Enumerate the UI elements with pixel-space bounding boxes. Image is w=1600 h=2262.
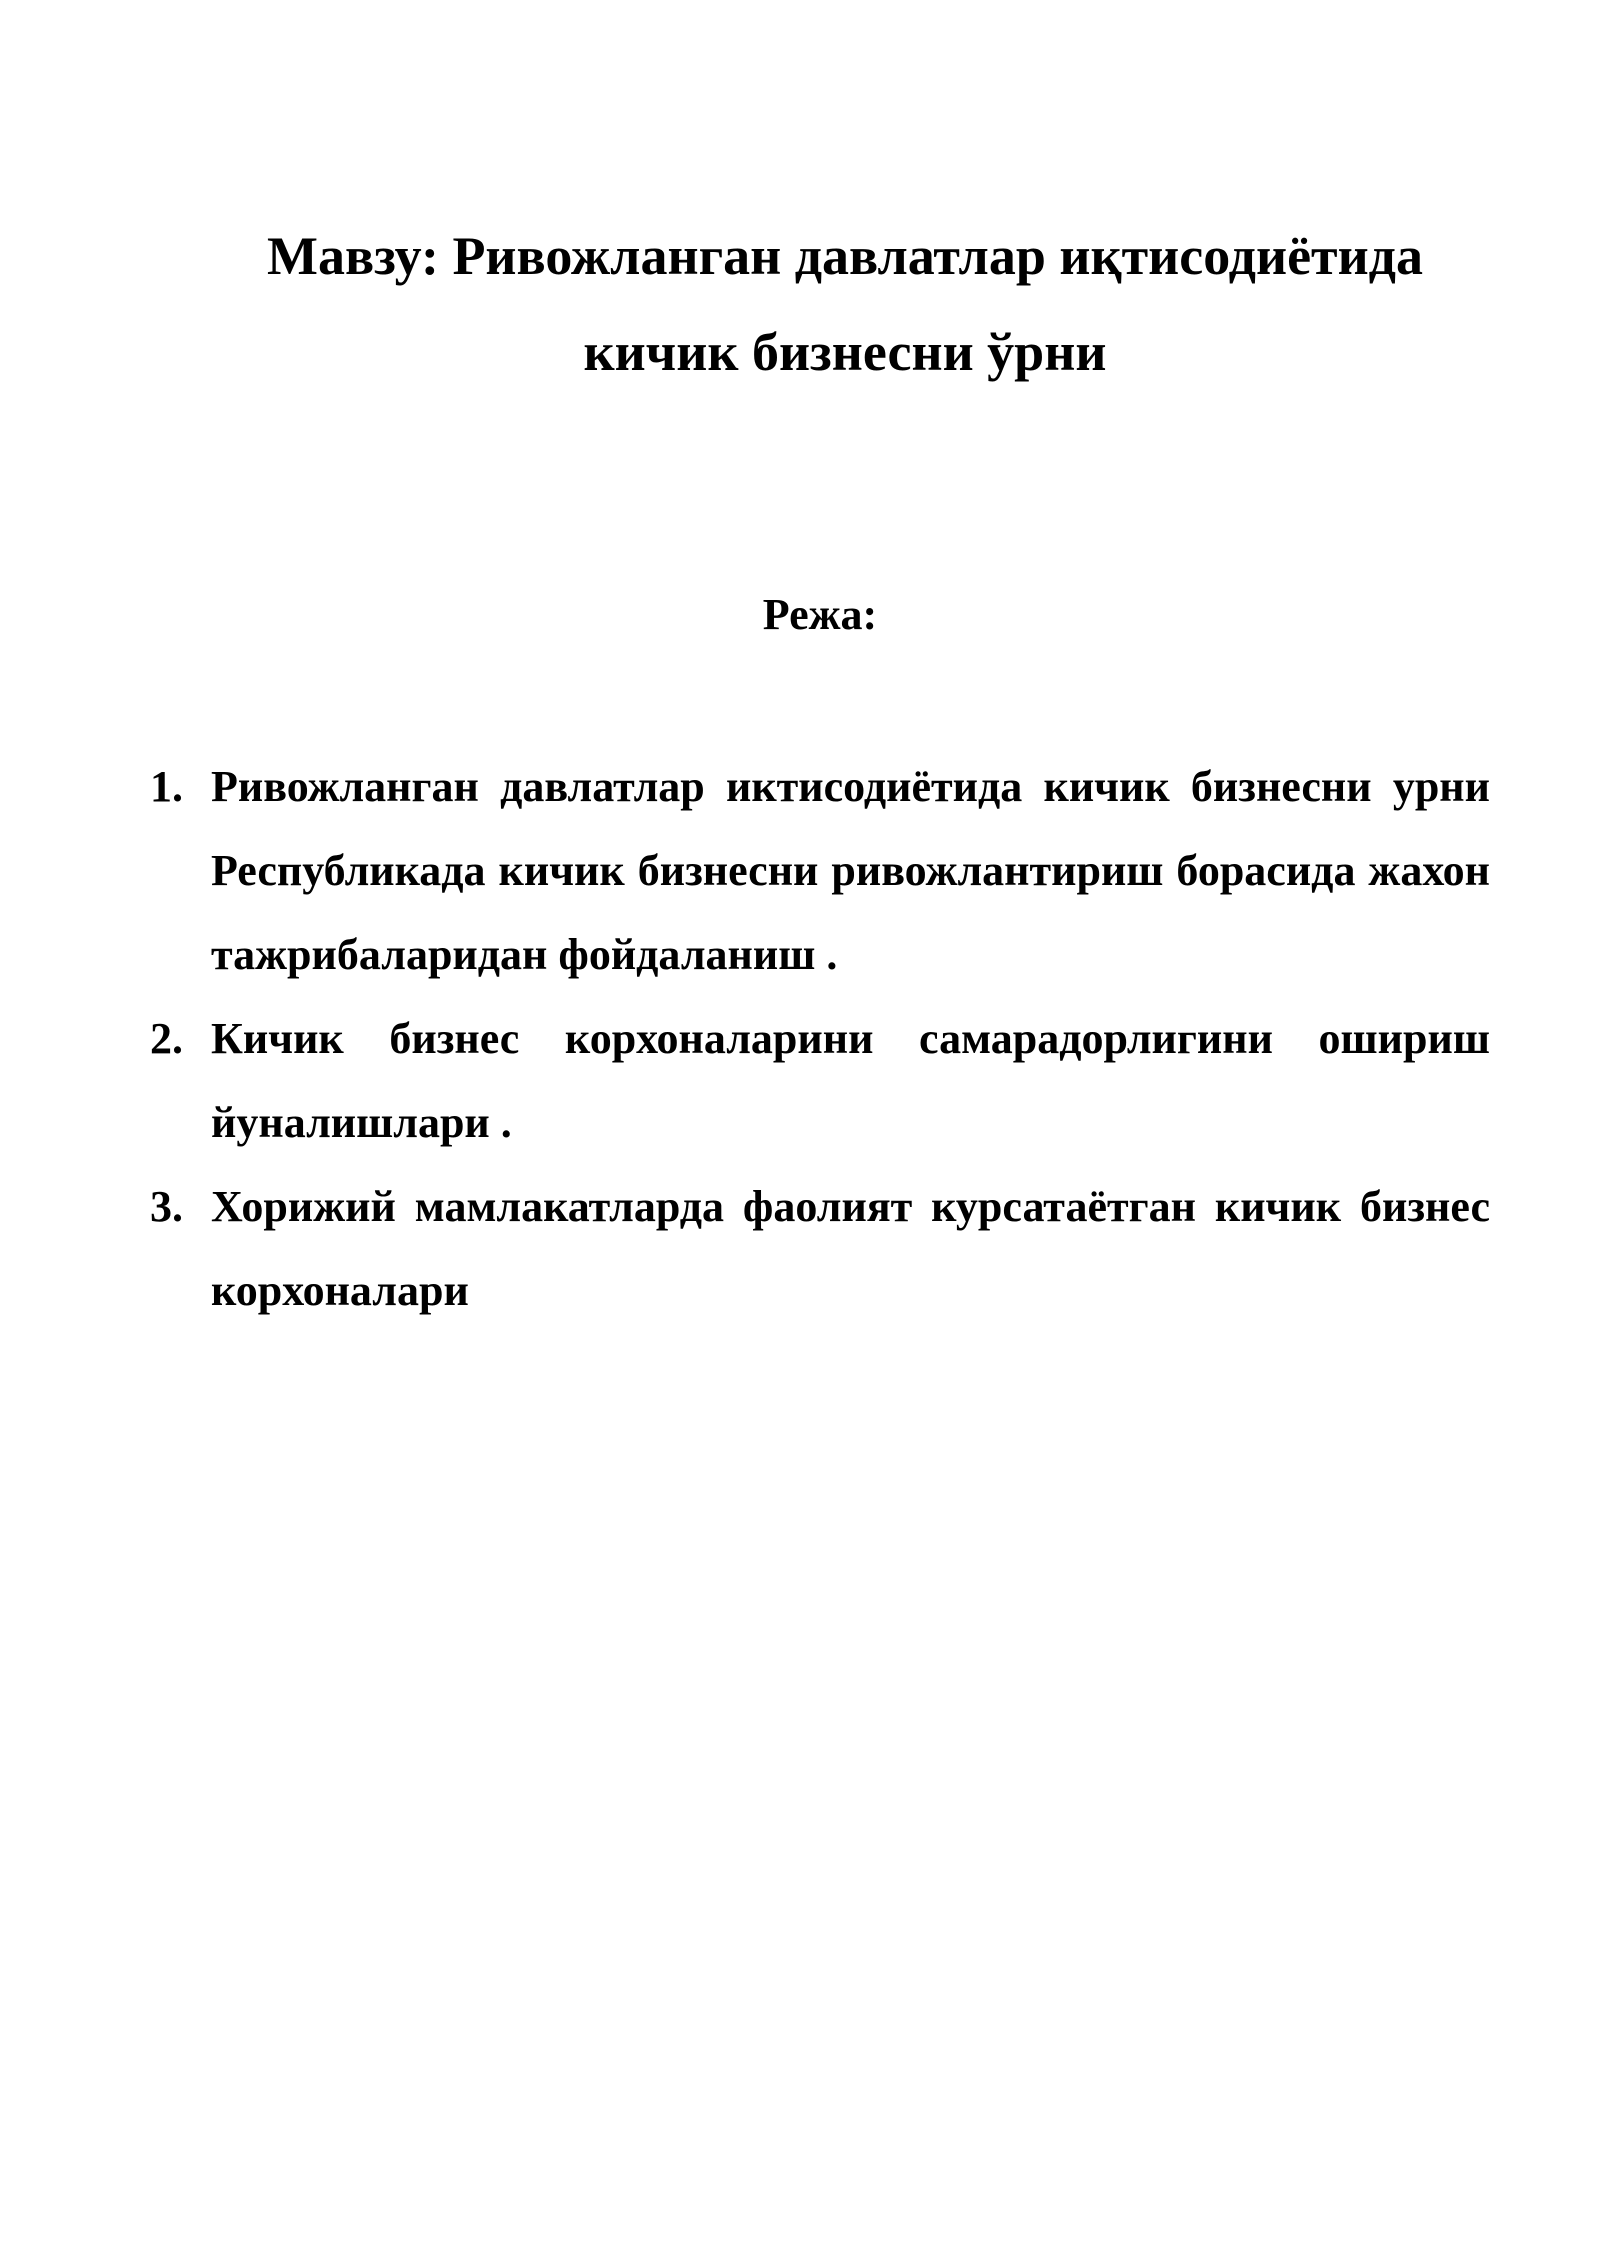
plan-item-2 <box>150 997 1490 1165</box>
plan-item-number: 3. <box>150 1182 183 1231</box>
title-line-2: кичик бизнесни ўрни <box>583 322 1107 382</box>
page-title <box>150 208 1540 400</box>
plan-item-1 <box>150 745 1490 997</box>
plan-item-text: Кичик бизнес корхоналарини самарадорлигини ошириш йуналишлари . <box>211 1014 1490 1147</box>
plan-item-number: 1. <box>150 762 183 811</box>
plan-item-3 <box>150 1165 1490 1333</box>
plan-list <box>150 745 1490 1333</box>
plan-heading: Режа: <box>762 590 878 639</box>
plan-item-number: 2. <box>150 1014 183 1063</box>
plan-item-text: Ривожланган давлатлар иктисодиётида кичик бизнесни урни Республикада кичик бизнесни ривожлантириш борасида жахон тажрибаларидан фойдаланиш . <box>211 762 1490 979</box>
title-line-1: Мавзу: Ривожланган давлатлар иқтисодиётида <box>266 226 1424 286</box>
plan-item-text: Хорижий мамлакатларда фаолият курсатаётган кичик бизнес корхоналари <box>211 1182 1490 1315</box>
